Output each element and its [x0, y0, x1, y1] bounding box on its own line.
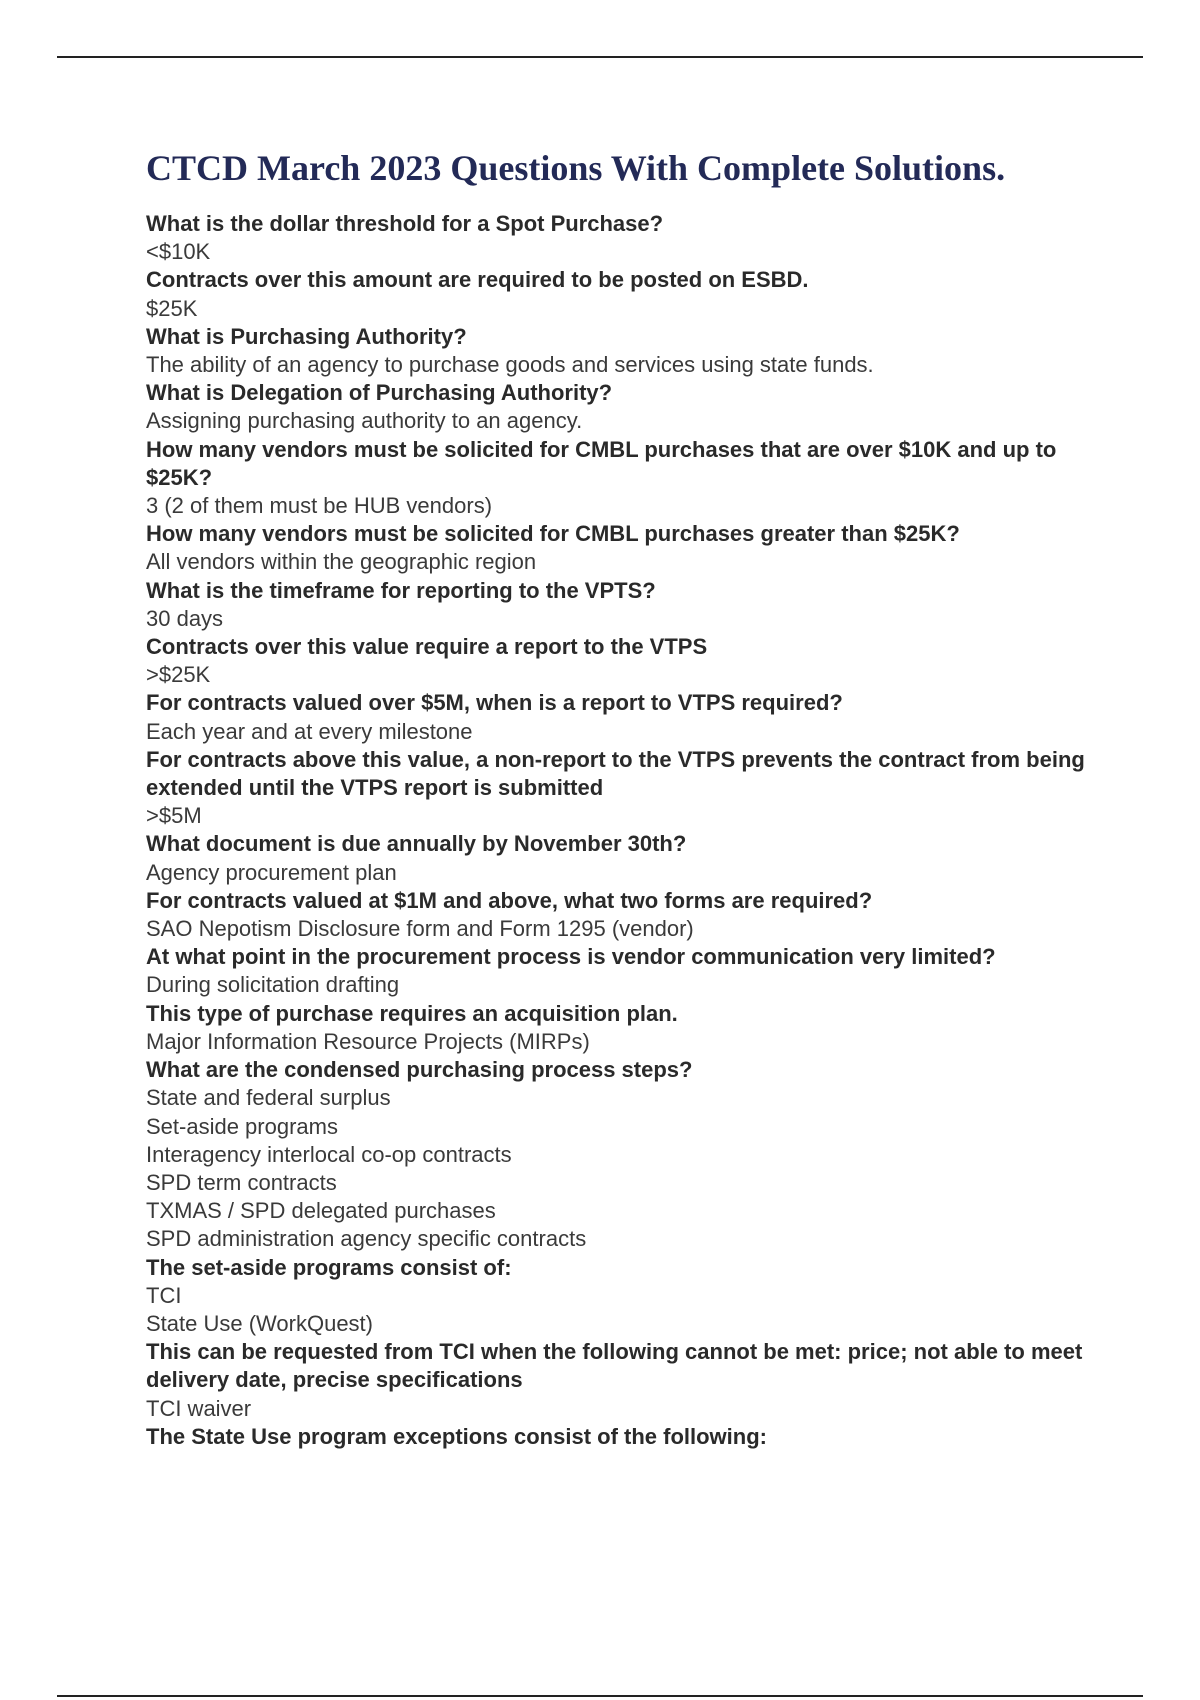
answer-text: TCI [146, 1282, 182, 1308]
answer-text: SAO Nepotism Disclosure form and Form 1295 (vendor) [146, 916, 694, 942]
question-text: What are the condensed purchasing process steps? [146, 1057, 693, 1083]
question-text: The set-aside programs consist of: [146, 1254, 512, 1280]
qa-item [146, 943, 1096, 999]
qa-item [146, 633, 1096, 689]
question-text: What is the timeframe for reporting to the VPTS? [146, 577, 656, 603]
answer-text: >$5M [146, 803, 202, 829]
answer-text: SPD administration agency specific contracts [146, 1226, 587, 1252]
question-text: How many vendors must be solicited for CMBL purchases that are over $10K and up to $25K? [146, 436, 1057, 490]
qa-item [146, 1000, 1096, 1056]
answer-text: Assigning purchasing authority to an agency. [146, 408, 583, 434]
qa-item [146, 210, 1096, 266]
answer-text: State Use (WorkQuest) [146, 1310, 373, 1336]
answer-text: >$25K [146, 662, 211, 688]
answer-text: 30 days [146, 605, 224, 631]
answer-text: Interagency interlocal co-op contracts [146, 1141, 512, 1167]
question-text: For contracts valued over $5M, when is a report to VTPS required? [146, 690, 843, 716]
qa-item [146, 577, 1096, 633]
bottom-rule [57, 1695, 1143, 1697]
answer-text: All vendors within the geographic region [146, 549, 537, 575]
answer-text: <$10K [146, 239, 211, 265]
answer-text: During solicitation drafting [146, 972, 400, 998]
answer-text: State and federal surplus [146, 1085, 391, 1111]
answer-text: Agency procurement plan [146, 859, 397, 885]
answer-text: Major Information Resource Projects (MIRPs) [146, 1028, 590, 1054]
qa-item [146, 1338, 1096, 1423]
qa-item [146, 1056, 1096, 1253]
qa-item [146, 830, 1096, 886]
question-text: Contracts over this value require a report to the VTPS [146, 634, 708, 660]
question-text: At what point in the procurement process is vendor communication very limited? [146, 944, 996, 970]
answer-text: TXMAS / SPD delegated purchases [146, 1198, 496, 1224]
qa-item [146, 1254, 1096, 1339]
question-text: For contracts valued at $1M and above, what two forms are required? [146, 887, 873, 913]
question-text: What is Purchasing Authority? [146, 323, 467, 349]
answer-text: 3 (2 of them must be HUB vendors) [146, 493, 493, 519]
qa-item [146, 436, 1096, 521]
qa-item [146, 887, 1096, 943]
qa-list [146, 210, 1096, 1451]
question-text: For contracts above this value, a non-report to the VTPS prevents the contract from being extended until the VTPS report is submitted [146, 746, 1085, 801]
answer-text: Set-aside programs [146, 1113, 338, 1139]
question-text: Contracts over this amount are required to be posted on ESBD. [146, 267, 809, 293]
answer-text: SPD term contracts [146, 1169, 337, 1195]
qa-item [146, 323, 1096, 379]
qa-item [146, 266, 1096, 322]
question-text: This type of purchase requires an acquisition plan. [146, 1000, 678, 1026]
answer-text: The ability of an agency to purchase goods and services using state funds. [146, 352, 874, 378]
question-text: The State Use program exceptions consist of the following: [146, 1423, 767, 1449]
answer-text: Each year and at every milestone [146, 718, 473, 744]
qa-item [146, 746, 1096, 831]
question-text: What document is due annually by November 30th? [146, 831, 687, 857]
qa-item [146, 1423, 1096, 1451]
answer-text: $25K [146, 295, 198, 321]
question-text: How many vendors must be solicited for CMBL purchases greater than $25K? [146, 521, 960, 547]
qa-item [146, 379, 1096, 435]
document-body [146, 144, 1096, 1451]
question-text: What is Delegation of Purchasing Authority? [146, 380, 613, 406]
answer-text: TCI waiver [146, 1395, 252, 1421]
top-rule [57, 56, 1143, 58]
question-text: What is the dollar threshold for a Spot Purchase? [146, 211, 664, 236]
document-title: CTCD March 2023 Questions With Complete Solutions. [146, 148, 1006, 188]
qa-item [146, 520, 1096, 576]
question-text: This can be requested from TCI when the following cannot be met: price; not able to meet delivery date, precise specifications [146, 1339, 1083, 1393]
qa-item [146, 689, 1096, 745]
